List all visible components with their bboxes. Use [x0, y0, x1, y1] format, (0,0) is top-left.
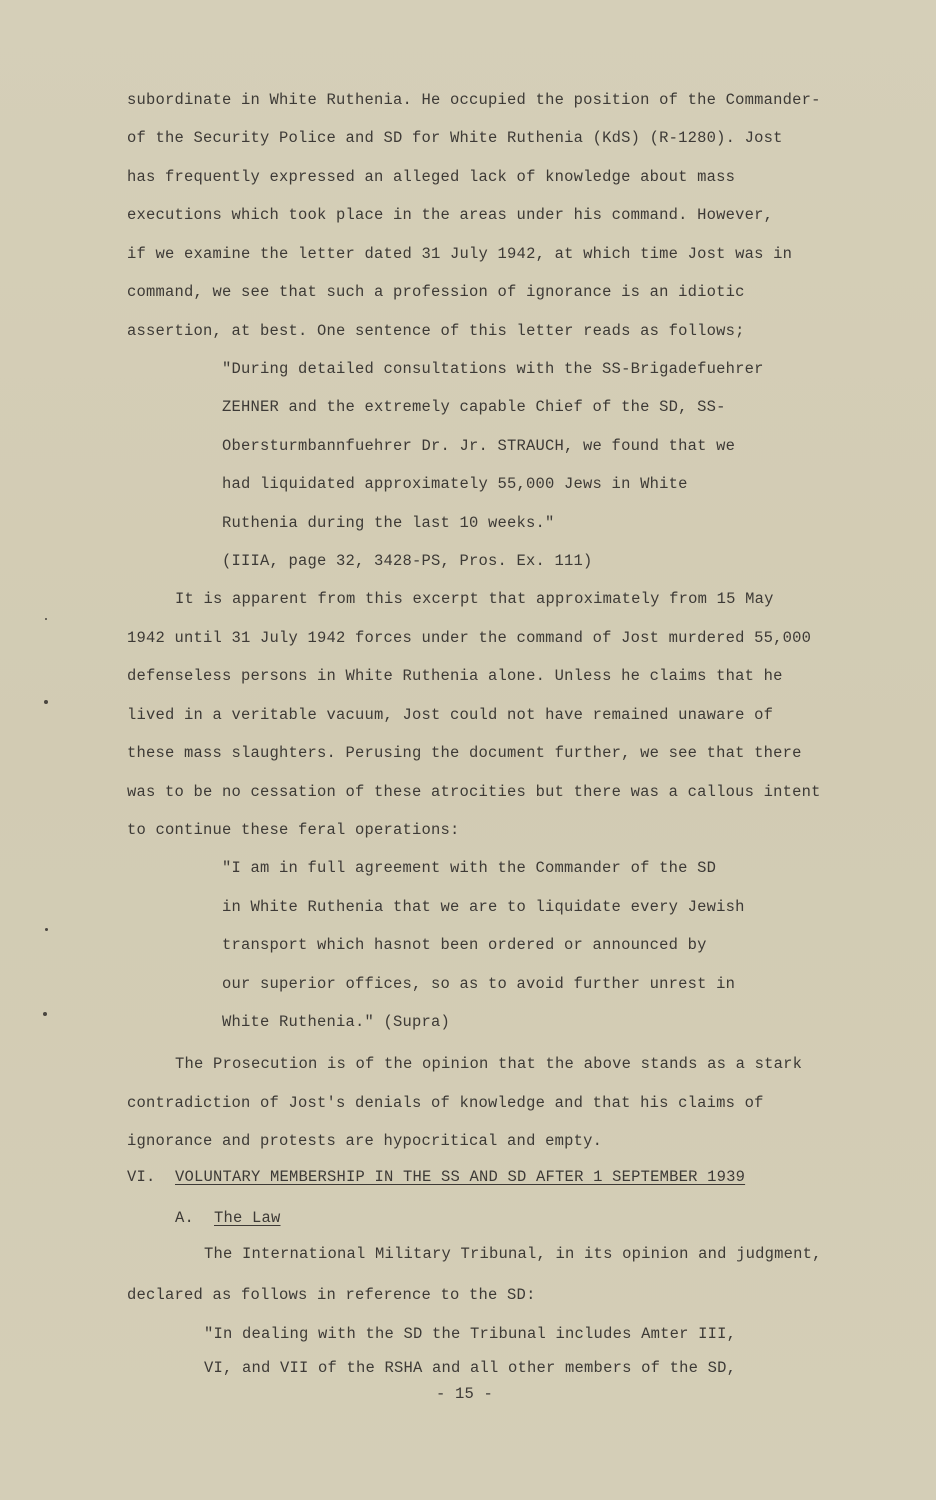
body-line: It is apparent from this excerpt that approximately from 15 May — [175, 590, 774, 608]
margin-mark — [44, 700, 48, 704]
body-line: ignorance and protests are hypocritical and empty. — [127, 1132, 603, 1150]
body-line: defenseless persons in White Ruthenia alone. Unless he claims that he — [127, 667, 783, 685]
subsection-heading: The Law — [214, 1209, 281, 1227]
quote-line: had liquidated approximately 55,000 Jews in White — [222, 475, 688, 493]
quote-line: "I am in full agreement with the Commander of the SD — [222, 859, 717, 877]
body-line: assertion, at best. One sentence of this letter reads as follows; — [127, 322, 745, 340]
quote-line: Obersturmbannfuehrer Dr. Jr. STRAUCH, we found that we — [222, 437, 736, 455]
quote-line: transport which hasnot been ordered or announced by — [222, 936, 707, 954]
body-line: 1942 until 31 July 1942 forces under the command of Jost murdered 55,000 — [127, 629, 812, 647]
margin-mark — [45, 928, 48, 931]
body-line: The International Military Tribunal, in its opinion and judgment, — [204, 1245, 822, 1263]
quote-line: White Ruthenia." (Supra) — [222, 1013, 451, 1031]
quote-line: "In dealing with the SD the Tribunal includes Amter III, — [204, 1325, 737, 1343]
body-line: declared as follows in reference to the SD: — [127, 1286, 536, 1304]
body-line: lived in a veritable vacuum, Jost could not have remained unaware of — [127, 706, 774, 724]
body-line: command, we see that such a profession of ignorance is an idiotic — [127, 283, 745, 301]
body-line: subordinate in White Ruthenia. He occupied the position of the Commander- — [127, 91, 821, 109]
quote-line: our superior offices, so as to avoid further unrest in — [222, 975, 736, 993]
body-line: these mass slaughters. Perusing the document further, we see that there — [127, 744, 802, 762]
quote-line: in White Ruthenia that we are to liquidate every Jewish — [222, 898, 745, 916]
body-line: if we examine the letter dated 31 July 1942, at which time Jost was in — [127, 245, 793, 263]
body-line: contradiction of Jost's denials of knowledge and that his claims of — [127, 1094, 764, 1112]
margin-mark — [43, 1012, 47, 1016]
section-number: VI. — [127, 1168, 156, 1186]
section-heading: VOLUNTARY MEMBERSHIP IN THE SS AND SD AFTER 1 SEPTEMBER 1939 — [175, 1168, 746, 1186]
page-number: - 15 - — [436, 1385, 494, 1403]
quote-line: Ruthenia during the last 10 weeks." — [222, 514, 555, 532]
body-line: The Prosecution is of the opinion that the above stands as a stark — [175, 1055, 803, 1073]
body-line: was to be no cessation of these atrocities but there was a callous intent — [127, 783, 821, 801]
quote-line: "During detailed consultations with the SS-Brigadefuehrer — [222, 360, 764, 378]
body-line: of the Security Police and SD for White Ruthenia (KdS) (R-1280). Jost — [127, 129, 783, 147]
body-line: to continue these feral operations: — [127, 821, 460, 839]
margin-mark — [45, 618, 47, 620]
body-line: executions which took place in the areas under his command. However, — [127, 206, 774, 224]
citation: (IIIA, page 32, 3428-PS, Pros. Ex. 111) — [222, 552, 593, 570]
quote-line: VI, and VII of the RSHA and all other members of the SD, — [204, 1359, 737, 1377]
subsection-letter: A. — [175, 1209, 195, 1227]
quote-line: ZEHNER and the extremely capable Chief of the SD, SS- — [222, 398, 726, 416]
body-line: has frequently expressed an alleged lack of knowledge about mass — [127, 168, 736, 186]
